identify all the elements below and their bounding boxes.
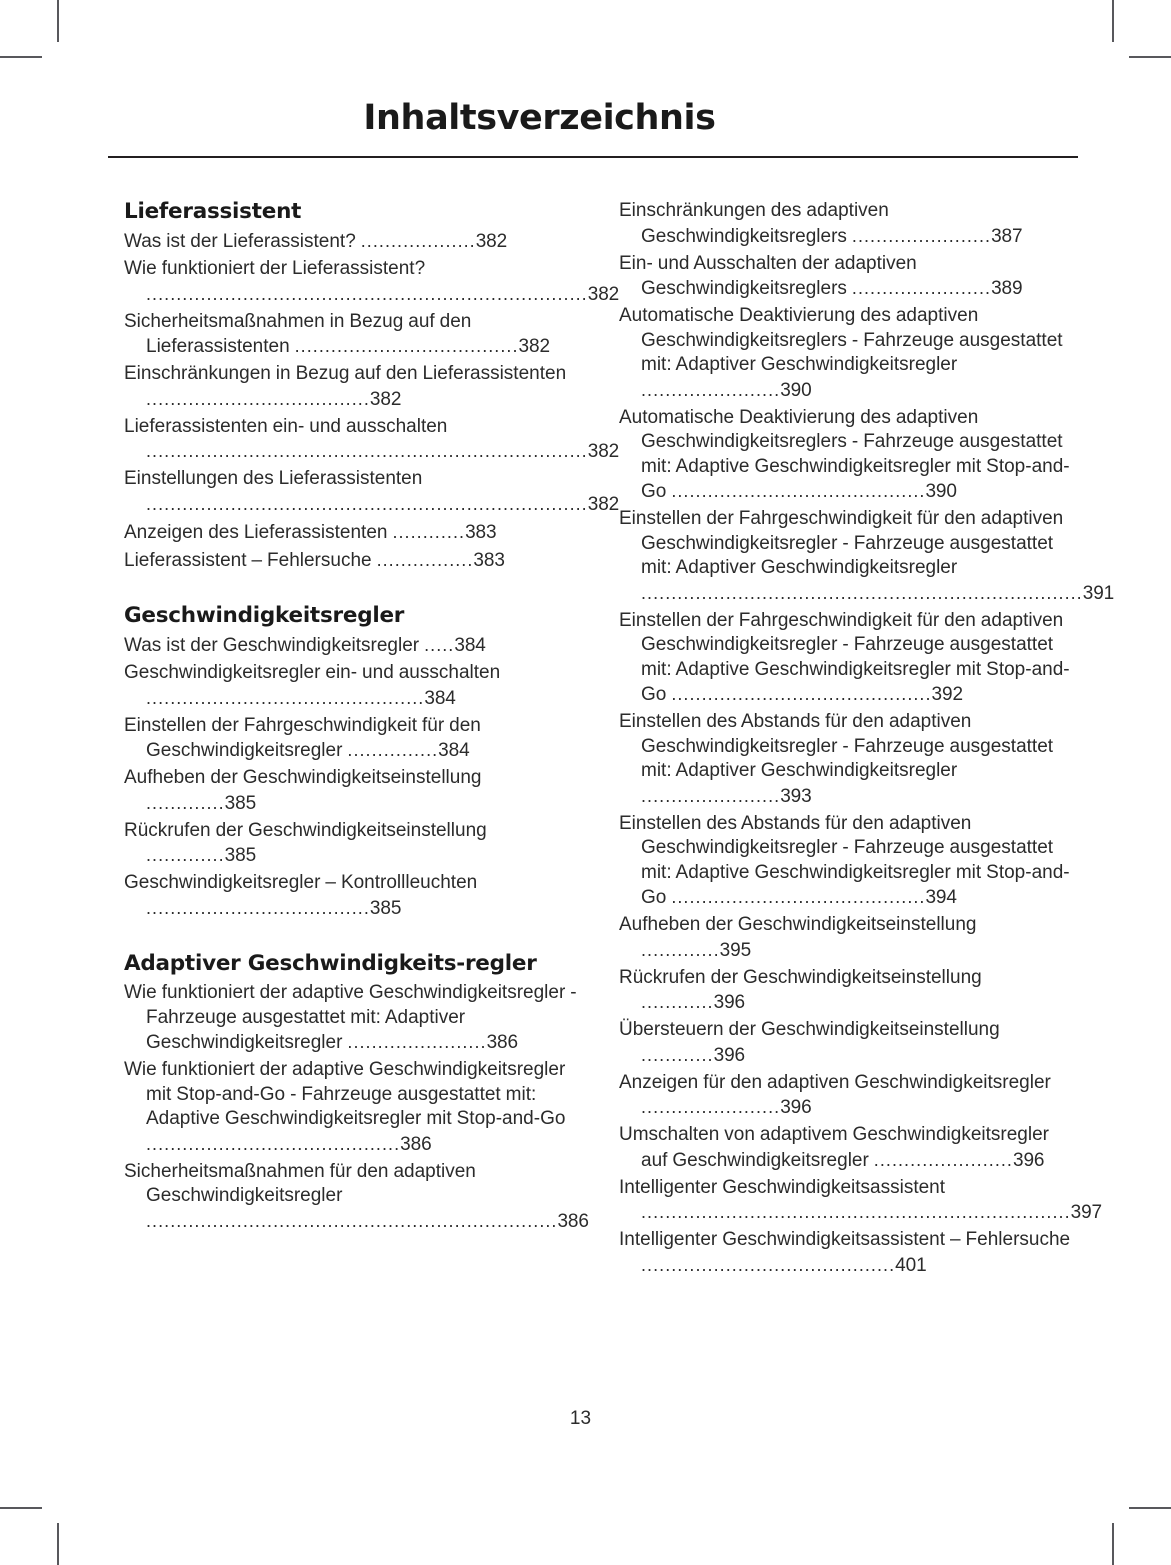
toc-page-number: 382 [518, 336, 550, 357]
toc-entry-label: Was ist der Lieferassistent? [124, 231, 361, 252]
toc-entry-label: Einstellen der Fahrgeschwindigkeit für den Geschwindigkeitsregler [124, 714, 481, 761]
crop-mark-bottom-right-horizontal [1129, 1507, 1171, 1509]
crop-mark-bottom-right-vertical [1112, 1523, 1114, 1565]
toc-page-number: 401 [895, 1254, 927, 1276]
toc-page-number: 393 [780, 785, 812, 807]
toc-leader-dots: ................... [360, 231, 476, 251]
toc-page-number: 397 [1070, 1202, 1103, 1223]
toc-page-number: 390 [780, 379, 812, 401]
toc-leader-dots: .......................................... [146, 1133, 401, 1154]
toc-entry-label: Sicherheitsmaßnahmen in Bezug auf den Lieferassistenten [124, 310, 472, 357]
toc-page-number: 387 [991, 225, 1023, 247]
toc-leader-dots: ............ [641, 1044, 714, 1065]
toc-page-number: 395 [719, 939, 752, 961]
toc-leader-dots: ............. [146, 845, 225, 865]
toc-entry[interactable] [619, 507, 1115, 606]
toc-entry-label: Geschwindigkeitsregler ein- und ausschalten [124, 662, 501, 683]
toc-page-number: 386 [486, 1032, 518, 1053]
toc-entry-label: Einstellen des Abstands für den adaptiven Geschwindigkeitsregler - Fahrzeuge ausgestattet mit: Adaptiver Geschwindigkeitsregler [619, 711, 1054, 781]
toc-leader-dots: ......................................................................... [146, 283, 588, 304]
toc-page-number: 389 [991, 278, 1023, 299]
toc-page-number: 382 [587, 283, 620, 305]
toc-leader-dots: ..... [424, 635, 455, 655]
crop-mark-top-left-vertical [57, 0, 59, 42]
toc-leader-dots: ............. [146, 792, 225, 813]
toc-entry[interactable] [124, 1160, 589, 1235]
toc-entry[interactable] [619, 1018, 1078, 1068]
toc-page-number: 384 [438, 740, 470, 761]
toc-entry[interactable] [619, 199, 1078, 249]
toc-entry[interactable] [619, 406, 1078, 505]
toc-page-number: 392 [931, 684, 963, 705]
crop-mark-top-left-horizontal [0, 56, 42, 58]
toc-leader-dots: ......................................................................... [146, 493, 588, 514]
toc-page-number: 396 [713, 1044, 746, 1066]
toc-entry-label: Geschwindigkeitsregler – Kontrollleuchten [124, 872, 478, 893]
toc-entry-label: Übersteuern der Geschwindigkeitseinstellung [619, 1019, 1000, 1040]
toc-page-number: 383 [465, 521, 497, 543]
toc-entry-label: Ein- und Ausschalten der adaptiven Geschwindigkeitsreglers [619, 252, 917, 299]
toc-leader-dots: ........................................... [671, 684, 932, 704]
toc-entry-label: Intelligenter Geschwindigkeitsassistent [619, 1176, 946, 1198]
toc-page-number: 385 [224, 845, 257, 866]
toc-entry[interactable] [124, 819, 583, 869]
toc-entry-label: Umschalten von adaptivem Geschwindigkeitsregler auf Geschwindigkeitsregler [619, 1124, 1049, 1171]
toc-entry[interactable] [619, 1123, 1078, 1173]
toc-entry-label: Aufheben der Geschwindigkeitseinstellung [619, 914, 977, 935]
toc-leader-dots: ....................... [851, 225, 992, 246]
toc-page-number: 384 [454, 635, 486, 656]
toc-entry-label: Einstellungen des Lieferassistenten [124, 468, 423, 489]
toc-page-number: 396 [780, 1097, 812, 1118]
toc-leader-dots: .......................................... [641, 1254, 896, 1275]
toc-leader-dots: ....................... [641, 785, 781, 806]
toc-leader-dots: ..................................... [146, 388, 370, 409]
toc-entry-label: Wie funktioniert der adaptive Geschwindigkeitsregler mit Stop-and-Go - Fahrzeuge ausgestattet mit: Adaptive Geschwindigkeitsregler mit Stop-and-Go [124, 1059, 566, 1129]
toc-entry-label: Einstellen der Fahrgeschwindigkeit für den adaptiven Geschwindigkeitsregler - Fahrzeuge ausgestattet mit: Adaptiver Geschwindigkeitsregler [619, 508, 1064, 578]
toc-entry[interactable] [619, 304, 1078, 403]
toc-entry-label: Lieferassistenten ein- und ausschalten [124, 415, 448, 437]
toc-page-number: 391 [1082, 582, 1115, 604]
toc-entry-label: Wie funktioniert der Lieferassistent? [124, 258, 426, 279]
toc-entry[interactable] [124, 520, 583, 546]
toc-leader-dots: ............ [641, 992, 714, 1012]
toc-entry[interactable] [619, 1071, 1078, 1121]
toc-entry-label: Rückrufen der Geschwindigkeitseinstellung [124, 819, 487, 841]
toc-entry-label: Automatische Deaktivierung des adaptiven Geschwindigkeitsreglers - Fahrzeuge ausgestattet mit: Adaptive Geschwindigkeitsregler mit Stop-and-Go [619, 406, 1070, 502]
toc-leader-dots: ....................... [641, 379, 781, 400]
toc-leader-dots: ....................... [873, 1149, 1013, 1170]
crop-mark-top-right-horizontal [1129, 56, 1171, 58]
toc-entry-label: Was ist der Geschwindigkeitsregler [124, 635, 425, 656]
toc-page-number: 385 [224, 792, 257, 814]
toc-entry-label: Lieferassistent – Fehlersuche [124, 549, 377, 571]
toc-entry-label: Wie funktioniert der adaptive Geschwindigkeitsregler - Fahrzeuge ausgestattet mit: Adaptiver Geschwindigkeitsregler [124, 982, 577, 1053]
toc-section-heading: Geschwindigkeitsregler [124, 603, 405, 628]
toc-entry-label: Anzeigen für den adaptiven Geschwindigkeitsregler [619, 1071, 1051, 1093]
title-divider [108, 156, 1078, 158]
toc-leader-dots: ....................................................................... [641, 1202, 1071, 1222]
crop-mark-top-right-vertical [1112, 0, 1114, 42]
toc-entry[interactable] [619, 966, 1078, 1016]
toc-entry-label: Automatische Deaktivierung des adaptiven Geschwindigkeitsreglers - Fahrzeuge ausgestattet mit: Adaptiver Geschwindigkeitsregler [619, 305, 1063, 375]
toc-entry[interactable] [124, 714, 583, 764]
toc-entry[interactable] [124, 633, 583, 659]
toc-entry[interactable] [124, 257, 620, 307]
toc-leader-dots: ....................... [641, 1097, 781, 1117]
toc-page-number: 383 [473, 549, 505, 571]
toc-leader-dots: ......................................................................... [146, 441, 588, 461]
toc-page-number: 394 [925, 887, 957, 908]
toc-entry-label: Einstellen des Abstands für den adaptiven Geschwindigkeitsregler - Fahrzeuge ausgestattet mit: Adaptive Geschwindigkeitsregler mit Stop-and-Go [619, 812, 1070, 908]
page-title: Inhaltsverzeichnis [363, 98, 716, 138]
toc-leader-dots: ......................................................................... [641, 582, 1083, 603]
toc-page-number: 390 [925, 481, 957, 502]
toc-page-number: 384 [424, 687, 456, 709]
toc-leader-dots: ....................... [851, 278, 992, 298]
toc-entry[interactable] [619, 1228, 1078, 1278]
toc-entry[interactable] [124, 415, 620, 465]
toc-entry-label: Anzeigen des Lieferassistenten [124, 521, 393, 543]
toc-entry[interactable] [619, 812, 1078, 911]
toc-column-left [124, 199, 620, 1281]
toc-entry-label: Einschränkungen in Bezug auf den Lieferassistenten [124, 363, 567, 384]
toc-entry[interactable] [124, 310, 583, 360]
toc-leader-dots: .............................................. [146, 687, 425, 708]
toc-page-number: 386 [557, 1210, 589, 1232]
toc-page-number: 382 [475, 231, 508, 252]
toc-section-heading: Lieferassistent [124, 199, 302, 224]
toc-page-number: 382 [369, 388, 402, 410]
page-number: 13 [569, 1408, 592, 1429]
toc-entry[interactable] [124, 467, 620, 517]
toc-section-heading: Adaptiver Geschwindigkeits-regler [124, 951, 537, 976]
toc-entry[interactable] [124, 766, 583, 816]
toc-leader-dots: ................ [376, 549, 474, 570]
toc-leader-dots: ............ [392, 521, 466, 542]
toc-entry-label: Sicherheitsmaßnahmen für den adaptiven Geschwindigkeitsregler [124, 1160, 476, 1206]
toc-entry[interactable] [619, 1176, 1103, 1226]
toc-entry[interactable] [619, 252, 1078, 302]
toc-leader-dots: .......................................... [671, 887, 926, 907]
toc-entry[interactable] [619, 710, 1078, 809]
toc-column-right [619, 199, 1115, 1281]
toc-page-number: 385 [369, 897, 402, 919]
crop-mark-bottom-left-horizontal [0, 1507, 42, 1509]
toc-entry[interactable] [124, 871, 583, 921]
toc-entry[interactable] [619, 609, 1078, 708]
toc-leader-dots: ..................................... [146, 897, 370, 918]
toc-leader-dots: ............... [347, 740, 439, 760]
toc-leader-dots: ....................... [347, 1032, 487, 1052]
toc-entry[interactable] [619, 913, 1078, 963]
toc-leader-dots: .................................................................... [146, 1210, 558, 1231]
toc-entry[interactable] [124, 981, 583, 1056]
toc-entry[interactable] [124, 229, 583, 255]
toc-leader-dots: ..................................... [294, 336, 519, 356]
crop-mark-bottom-left-vertical [57, 1523, 59, 1565]
toc-entry-label: Einstellen der Fahrgeschwindigkeit für den adaptiven Geschwindigkeitsregler - Fahrzeuge ausgestattet mit: Adaptive Geschwindigkeitsregler mit Stop-and-Go [619, 609, 1070, 705]
toc-page-number: 382 [587, 441, 620, 462]
toc-entry[interactable] [124, 362, 583, 412]
toc-leader-dots: .......................................... [671, 481, 926, 501]
toc-page-number: 396 [713, 992, 746, 1013]
toc-entry-label: Einschränkungen des adaptiven Geschwindigkeitsreglers [619, 200, 889, 247]
toc-entry[interactable] [124, 661, 583, 711]
toc-entry-label: Aufheben der Geschwindigkeitseinstellung [124, 767, 482, 788]
toc-page-number: 386 [400, 1133, 432, 1155]
toc-page-number: 382 [587, 493, 620, 515]
toc-leader-dots: ............. [641, 939, 720, 960]
toc-entry-label: Intelligenter Geschwindigkeitsassistent – Fehlersuche [619, 1229, 1071, 1250]
toc-entry[interactable] [124, 548, 583, 574]
toc-page-number: 396 [1012, 1149, 1045, 1171]
toc-entry[interactable] [124, 1058, 583, 1157]
toc-entry-label: Rückrufen der Geschwindigkeitseinstellung [619, 966, 982, 988]
toc-columns [124, 199, 1115, 1281]
